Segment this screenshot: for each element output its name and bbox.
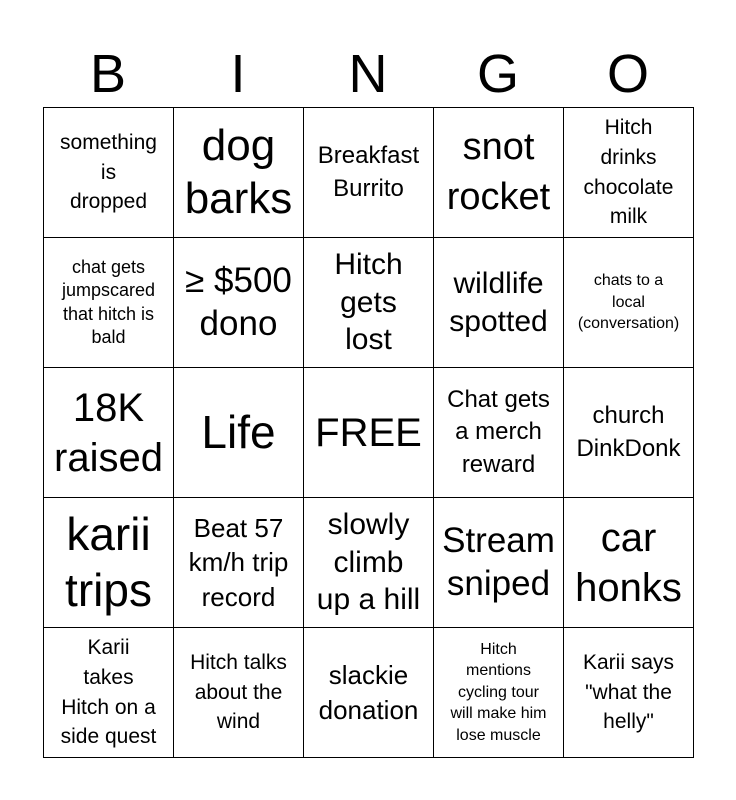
- bingo-cell[interactable]: [304, 498, 434, 628]
- cell-text: slackie donation: [318, 660, 419, 725]
- cell-text: slowly climb up a hill: [316, 508, 421, 617]
- cell-text: Hitch gets lost: [334, 248, 403, 357]
- bingo-cell[interactable]: [44, 238, 174, 368]
- bingo-cell[interactable]: [434, 368, 564, 498]
- cell-text: Hitch talks about the wind: [190, 650, 287, 734]
- bingo-cell[interactable]: [434, 628, 564, 758]
- bingo-cell[interactable]: [304, 108, 434, 238]
- cell-text: Beat 57 km/h trip record: [188, 513, 289, 612]
- bingo-cell[interactable]: [174, 108, 304, 238]
- header-letter-n: N: [348, 44, 388, 104]
- bingo-cell[interactable]: [564, 628, 694, 758]
- header-letter-b: B: [89, 44, 127, 104]
- cell-text: 18K raised: [54, 385, 163, 480]
- bingo-cell[interactable]: [304, 238, 434, 368]
- cell-text: ≥ $500 dono: [185, 260, 292, 343]
- bingo-cell[interactable]: [304, 628, 434, 758]
- bingo-cell[interactable]: [174, 628, 304, 758]
- cell-text: Hitch mentions cycling tour will make him lose muscle: [450, 640, 547, 744]
- bingo-cell[interactable]: [174, 238, 304, 368]
- bingo-board: [43, 107, 694, 758]
- free-space-cell[interactable]: [304, 368, 434, 498]
- bingo-cell[interactable]: [174, 368, 304, 498]
- cell-text: church DinkDonk: [576, 402, 681, 462]
- bingo-cell[interactable]: [434, 108, 564, 238]
- bingo-cell[interactable]: [564, 238, 694, 368]
- cell-text: FREE: [315, 410, 422, 455]
- cell-text: Hitch drinks chocolate milk: [583, 115, 674, 229]
- bingo-cell[interactable]: [44, 498, 174, 628]
- cell-text: karii trips: [65, 508, 152, 616]
- cell-text: chats to a local (conversation): [577, 272, 680, 333]
- bingo-cell[interactable]: [564, 498, 694, 628]
- bingo-cell[interactable]: [564, 368, 694, 498]
- header-letter-i: I: [230, 44, 246, 104]
- cell-text: chat gets jumpscared that hitch is bald: [61, 257, 156, 347]
- cell-text: Karii takes Hitch on a side quest: [60, 635, 157, 749]
- bingo-cell[interactable]: [44, 628, 174, 758]
- bingo-cell[interactable]: [174, 498, 304, 628]
- cell-text: Chat gets a merch reward: [447, 385, 550, 478]
- cell-text: car honks: [575, 515, 682, 610]
- cell-text: wildlife spotted: [449, 267, 548, 338]
- cell-text: Life: [201, 405, 276, 458]
- cell-text: Stream sniped: [442, 520, 555, 603]
- cell-text: snot rocket: [446, 126, 551, 218]
- bingo-cell[interactable]: [434, 238, 564, 368]
- header-letter-g: G: [476, 44, 519, 104]
- bingo-cell[interactable]: [434, 498, 564, 628]
- cell-text: something is dropped: [60, 130, 157, 214]
- cell-text: Breakfast Burrito: [317, 142, 420, 202]
- bingo-cell[interactable]: [44, 368, 174, 498]
- cell-text: Karii says "what the helly": [582, 650, 675, 734]
- header-letter-o: O: [606, 44, 649, 104]
- bingo-cell[interactable]: [44, 108, 174, 238]
- bingo-cell[interactable]: [564, 108, 694, 238]
- bingo-header: [43, 40, 693, 108]
- cell-text: dog barks: [184, 120, 293, 223]
